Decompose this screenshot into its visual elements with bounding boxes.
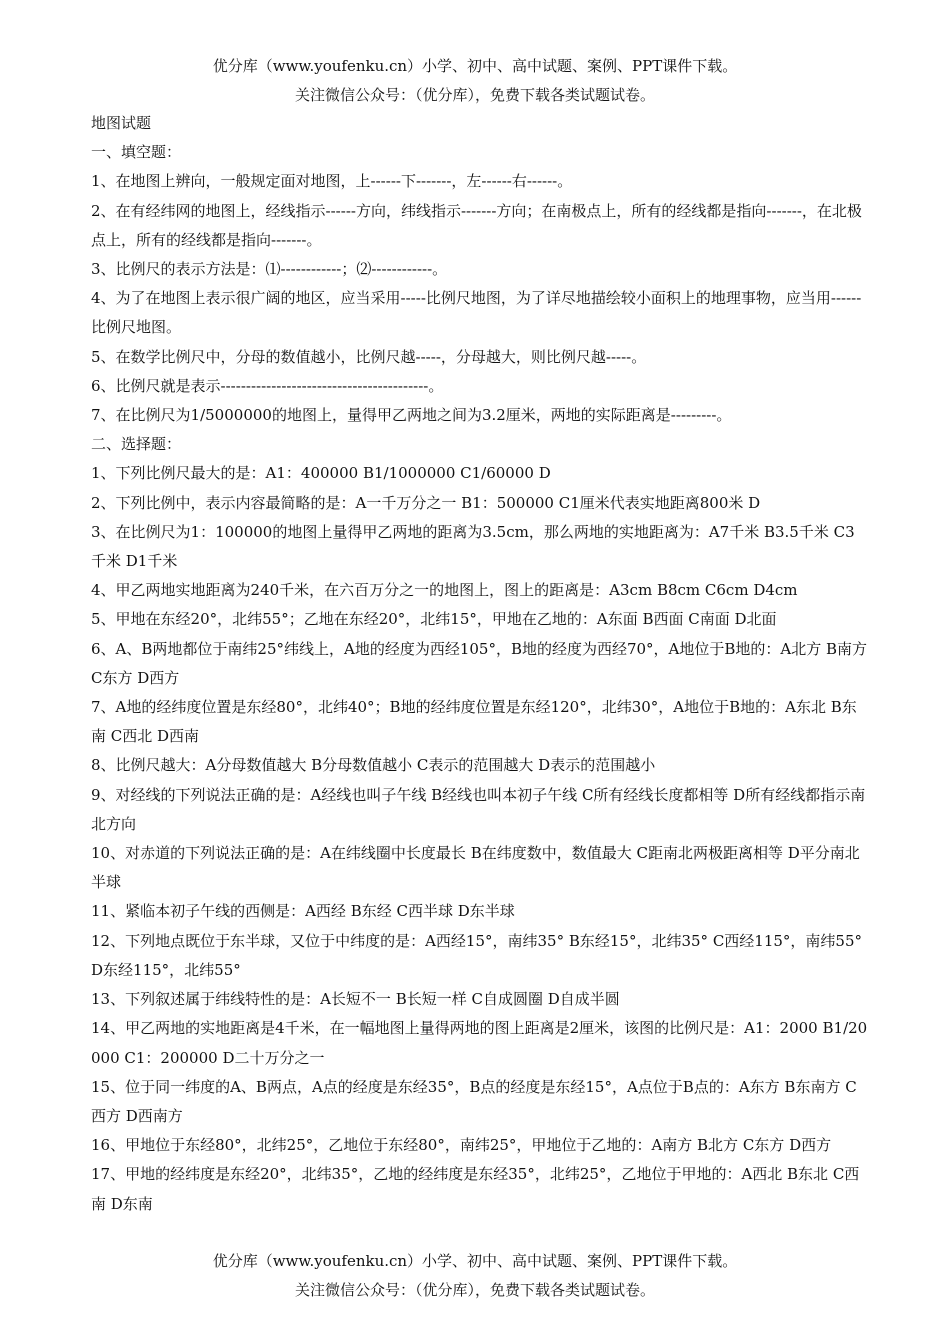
fill-question-4: 4、为了在地图上表示很广阔的地区，应当采用-----比例尺地图，为了详尽地描绘较小面积上的地理事物，应当用------比例尺地图。 [91, 289, 862, 337]
document-body [91, 109, 869, 1219]
choice-question-12: 12、下列地点既位于东半球，又位于中纬度的是：A西经15°，南纬35° B东经15°，北纬35° C西经115°，南纬55° D东经115°，北纬55° [91, 931, 863, 979]
page-footer [0, 1247, 950, 1305]
choice-question-9: 9、对经线的下列说法正确的是：A经线也叫子午线 B经线也叫本初子午线 C所有经线长度都相等 D所有经线都指示南北方向 [91, 785, 866, 833]
fill-question-3: 3、比例尺的表示方法是：⑴------------；⑵------------。 [91, 260, 448, 279]
fill-question-1: 1、在地图上辨向，一般规定面对地图，上------下-------，左------右------。 [91, 172, 573, 191]
section-heading-choice: 二、选择题： [91, 435, 182, 454]
footer-line-2: 关注微信公众号：（优分库），免费下载各类试题试卷。 [294, 1281, 655, 1299]
choice-question-17: 17、甲地的经纬度是东经20°，北纬35°，乙地的经纬度是东经35°，北纬25°，乙地位于甲地的：A西北 B东北 C西南 D东南 [91, 1165, 860, 1213]
choice-question-15: 15、位于同一纬度的A、B两点，A点的经度是东经35°，B点的经度是东经15°，A点位于B点的：A东方 B东南方 C西方 D西南方 [91, 1077, 857, 1125]
choice-question-11: 11、紧临本初子午线的西侧是：A西经 B东经 C西半球 D东半球 [91, 902, 515, 921]
section-heading-fill-in: 一、填空题： [91, 143, 182, 162]
choice-question-16: 16、甲地位于东经80°，北纬25°，乙地位于东经80°，南纬25°，甲地位于乙地的：A南方 B北方 C东方 D西方 [91, 1136, 832, 1155]
fill-question-5: 5、在数学比例尺中，分母的数值越小，比例尺越-----，分母越大，则比例尺越-----。 [91, 347, 647, 366]
document-title: 地图试题 [91, 114, 152, 132]
choice-question-13: 13、下列叙述属于纬线特性的是：A长短不一 B长短一样 C自成圆圈 D自成半圆 [91, 990, 620, 1009]
fill-question-6: 6、比例尺就是表示-----------------------------------------。 [91, 376, 444, 395]
choice-question-14: 14、甲乙两地的实地距离是4千米，在一幅地图上量得两地的图上距离是2厘米，该图的比例尺是：A1：2000 B1/20000 C1：200000 D二十万分之一 [91, 1019, 868, 1067]
choice-question-5: 5、甲地在东经20°，北纬55°；乙地在东经20°，北纬15°，甲地在乙地的：A东面 B西面 C南面 D北面 [91, 610, 777, 629]
page-header [0, 52, 950, 110]
choice-question-6: 6、A、B两地都位于南纬25°纬线上，A地的经度为西经105°，B地的经度为西经70°，A地位于B地的：A北方 B南方 C东方 D西方 [91, 639, 868, 687]
choice-question-4: 4、甲乙两地实地距离为240千米，在六百万分之一的地图上，图上的距离是：A3cm B8cm C6cm D4cm [91, 581, 798, 600]
choice-question-7: 7、A地的经纬度位置是东经80°，北纬40°；B地的经纬度位置是东经120°，北纬30°，A地位于B地的：A东北 B东南 C西北 D西南 [91, 698, 857, 746]
header-line-1: 优分库（www.youfenku.cn）小学、初中、高中试题、案例、PPT课件下载。 [212, 57, 738, 75]
choice-question-2: 2、下列比例中，表示内容最简略的是：A一千万分之一 B1：500000 C1厘米代表实地距离800米 D [91, 493, 761, 512]
choice-question-1: 1、下列比例尺最大的是：A1：400000 B1/1000000 C1/60000 D [91, 464, 551, 483]
header-line-2: 关注微信公众号：（优分库），免费下载各类试题试卷。 [294, 86, 655, 104]
fill-question-7: 7、在比例尺为1/5000000的地图上，量得甲乙两地之间为3.2厘米，两地的实际距离是---------。 [91, 406, 732, 425]
choice-question-10: 10、对赤道的下列说法正确的是：A在纬线圈中长度最长 B在纬度数中，数值最大 C距南北两极距离相等 D平分南北半球 [91, 844, 860, 892]
fill-question-2: 2、在有经纬网的地图上，经线指示------方向，纬线指示-------方向；在南极点上，所有的经线都是指向-------，在北极点上，所有的经线都是指向-------。 [91, 201, 862, 249]
choice-question-3: 3、在比例尺为1：100000的地图上量得甲乙两地的距离为3.5cm，那么两地的实地距离为：A7千米 B3.5千米 C3千米 D1千米 [91, 522, 855, 571]
choice-question-8: 8、比例尺越大：A分母数值越大 B分母数值越小 C表示的范围越大 D表示的范围越小 [91, 756, 656, 775]
footer-line-1: 优分库（www.youfenku.cn）小学、初中、高中试题、案例、PPT课件下载。 [212, 1252, 738, 1270]
